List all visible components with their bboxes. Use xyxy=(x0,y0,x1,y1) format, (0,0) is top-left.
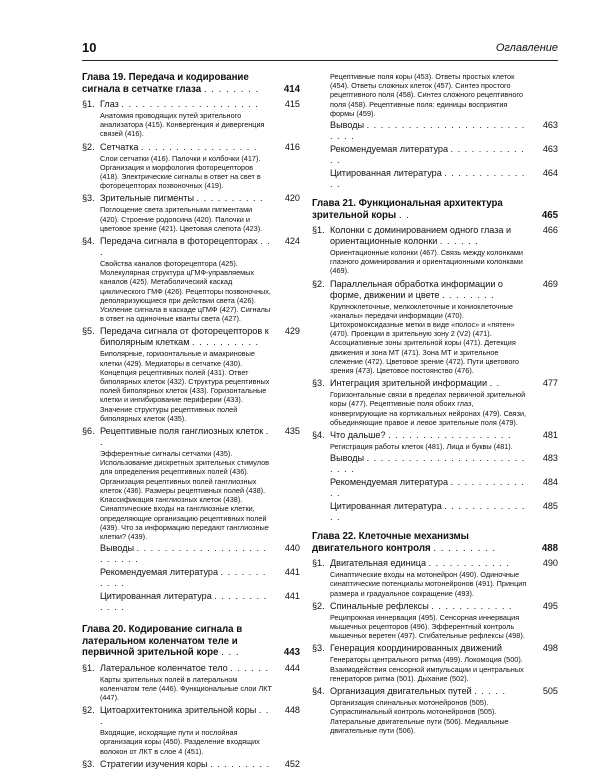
section-number: §5. xyxy=(82,326,95,337)
leader-dots: . . . . . xyxy=(474,686,507,697)
section-title: Двигательная единица xyxy=(330,558,427,569)
section-page: 505 xyxy=(542,686,558,697)
chapter-19-heading[interactable] xyxy=(82,72,300,95)
leader-dots: . . . . . . . . . . . . xyxy=(428,558,510,569)
chapter-page: 443 xyxy=(283,647,300,659)
section-topics: Реципрокная иннервация (495). Сенсорная иннервация мышечных рецепторов (496). Эфферентный контроль мышечных веретен (497). Сгибательные рефлексы (498). xyxy=(330,612,525,641)
section-title: Зрительные пигменты xyxy=(100,193,194,204)
leader-dots: . . . . . . . . . . . . . . . . . . . . . . . . . . . xyxy=(330,453,526,475)
section-number: §4. xyxy=(82,236,95,247)
toc-section[interactable] xyxy=(312,378,558,427)
section-number: §3. xyxy=(312,643,325,654)
entry-page: 440 xyxy=(284,543,300,554)
leader-dots: . . . . . . . . . . . . xyxy=(100,591,268,613)
toc-section[interactable] xyxy=(312,558,558,598)
section-title: Стратегии изучения коры xyxy=(100,758,208,769)
leader-dots: . . . . . . . . . . . . xyxy=(431,600,513,611)
section-topics: Входящие, исходящие пути и послойная организация коры (450). Разделение входящих волокон от ЛКТ в слое 4 (451). xyxy=(100,728,260,756)
toc-misc-entry[interactable] xyxy=(82,591,300,613)
section-title: Организация двигательных путей xyxy=(330,686,472,697)
leader-dots: . . . xyxy=(221,647,240,659)
section-page: 498 xyxy=(542,643,558,654)
entry-label: Цитированная литература xyxy=(330,168,442,179)
entry-page: 441 xyxy=(284,567,300,578)
section-title: Интеграция зрительной информации xyxy=(330,378,488,389)
leader-dots: . . xyxy=(398,209,410,221)
section-number: §1. xyxy=(312,558,325,569)
section-number: §3. xyxy=(312,378,325,389)
section-number: §3. xyxy=(82,193,95,204)
chapter-21-heading[interactable] xyxy=(312,198,558,221)
section-number: §1. xyxy=(82,662,95,673)
leader-dots: . . . . . . . . . . . . . . . . . . . . xyxy=(121,99,259,109)
section-page: 424 xyxy=(284,236,300,247)
leader-dots: . . . . . . . . . . . . . . xyxy=(330,168,526,190)
leader-dots: . . . . . . . . . . xyxy=(192,337,260,348)
chapter-page: 488 xyxy=(541,542,558,554)
continued-section-topics: Рецептивные поля коры (453). Ответы простых клеток (454). Ответы сложных клеток (457). Синтез простого рецептивного поля (458). Синтез сложного рецептивного поля (458). Рецептивные поля: единицы восприятия формы (459). xyxy=(330,72,523,118)
section-page: 416 xyxy=(284,141,300,152)
section-topics: Организация спинальных мотонейронов (505). Супраспинальный контроль мотонейронов (505). Латеральные двигательные пути (506). Медиальные двигательные пути (506). xyxy=(330,698,509,735)
leader-dots: . . . . . . . . xyxy=(441,289,495,300)
toc-section[interactable] xyxy=(82,236,300,323)
section-topics: Свойства каналов фоторецептора (425). Молекулярная структура цГМФ-управляемых каналов (425). Метаболический каскад циклического ГМФ (426). Рецепторы позвоночных, деполяризующиеся при действии света (426). Усиление сигнала в каскаде цГМФ (427). Сигналы в ответ на одиночные кванты света (427). xyxy=(100,259,271,324)
section-page: 435 xyxy=(284,426,300,437)
entry-label: Цитированная литература xyxy=(330,501,442,512)
toc-misc-entry[interactable] xyxy=(82,543,300,565)
entry-page: 483 xyxy=(542,453,558,464)
chapter-page: 465 xyxy=(541,209,558,221)
leader-dots: . . . . . . . . . xyxy=(433,542,497,554)
section-page: 466 xyxy=(542,225,558,236)
leader-dots: . . xyxy=(100,426,270,448)
entry-page: 484 xyxy=(542,477,558,488)
toc-misc-entry[interactable] xyxy=(82,567,300,589)
section-title: Спинальные рефлексы xyxy=(330,600,429,611)
section-topics: Биполярные, горизонтальные и амакриновые клетки (429). Медиаторы в сетчатке (430). Концепция рецептивных полей (431). Ответ биполярных клеток (432). Структура рецептивных полей биполярных клеток (433). Горизонтальные клетки и ингибирование периферии (433). Значение структуры рецептивных полей биполярных клеток (435). xyxy=(100,349,270,423)
leader-dots: . . . . . . . . . xyxy=(210,758,271,769)
spacer xyxy=(312,523,558,531)
section-page: 490 xyxy=(542,558,558,569)
entry-label: Рекомендуемая литература xyxy=(330,477,449,488)
section-number: §2. xyxy=(312,600,325,611)
toc-section[interactable] xyxy=(312,601,558,641)
chapter-title: Глава 20. Кодирование сигнала в латеральном коленчатом теле и первичной зрительной коре xyxy=(82,624,243,659)
toc-section[interactable] xyxy=(82,142,300,191)
entry-page: 464 xyxy=(542,168,558,179)
toc-section[interactable] xyxy=(82,759,300,770)
leader-dots: . . . . . . . . . . . . . xyxy=(330,144,525,166)
section-topics: Регистрация работы клеток (481). Лица и буквы (481). xyxy=(330,442,513,452)
toc-section[interactable] xyxy=(82,663,300,703)
section-number: §4. xyxy=(312,686,325,697)
section-title: Передача сигнала в фоторецепторах xyxy=(100,236,258,247)
section-title: Что дальше? xyxy=(330,430,386,441)
leader-dots: . . . . . . . . . . . xyxy=(100,567,267,589)
chapter-page: 414 xyxy=(283,83,300,95)
section-topics: Генераторы центрального ритма (499). Локомоция (500). Взаимодействия сенсорной импульсации и центральных генераторов ритма (501). Дыхание (502). xyxy=(330,655,524,683)
section-title: Глаз xyxy=(100,99,119,109)
section-topics: Ориентационные колонки (467). Связь между колонками глазного доминирования и ориентационными колонками (469). xyxy=(330,248,524,276)
section-title: Колонки с доминированием одного глаза и ориентационные колонки xyxy=(330,225,512,247)
section-page: 469 xyxy=(542,278,558,289)
toc-section[interactable] xyxy=(312,686,558,735)
toc-misc-entry[interactable] xyxy=(312,501,558,523)
section-page: 420 xyxy=(284,193,300,204)
toc-section[interactable] xyxy=(82,326,300,423)
right-column xyxy=(312,72,558,735)
section-topics: Эфферентные сигналы сетчатки (435). Использование дискретных зрительных стимулов для определения рецептивных полей (436). Организация рецептивных полей ганглиозных клеток (436). Размеры рецептивных полей (438). Классификация ганглиозных клеток (438). Синаптические входы на ганглиозные клетки, определяющие организацию рецептивных полей (439). Что за информацию передают ганглиозные клетки? (439). xyxy=(100,449,270,541)
section-topics: Поглощение света зрительными пигментами (420). Строение родопсина (420). Палочки и цветовое зрение (421). Цветовая слепота (423). xyxy=(100,205,263,233)
entry-label: Рекомендуемая литература xyxy=(100,567,219,578)
leader-dots: . . . . . . xyxy=(439,236,479,247)
entry-label: Рекомендуемая литература xyxy=(330,144,449,155)
leader-dots: . . xyxy=(489,378,501,389)
section-title: Латеральное коленчатое тело xyxy=(100,662,228,673)
section-page: 452 xyxy=(284,758,300,769)
toc-misc-entry[interactable] xyxy=(312,453,558,475)
chapter-title: Глава 22. Клеточные механизмы двигательного контроля xyxy=(312,531,469,554)
section-page: 477 xyxy=(542,378,558,389)
leader-dots: . . . xyxy=(100,236,271,258)
chapter-title: Глава 19. Передача и кодирование сигнала в сетчатке глаза xyxy=(82,72,249,95)
running-title: Оглавление xyxy=(495,42,558,54)
chapter-title: Глава 21. Функциональная архитектура зрительной коры xyxy=(312,198,503,221)
entry-label: Выводы xyxy=(100,543,135,554)
toc-section[interactable] xyxy=(312,643,558,683)
toc-section[interactable] xyxy=(82,193,300,233)
toc-misc-entry[interactable] xyxy=(312,144,558,166)
leader-dots: . . . . . . . . . . xyxy=(196,193,264,204)
section-title: Передача сигнала от фоторецепторов к биполярным клеткам xyxy=(100,326,269,348)
leader-dots: . . . . . . . . . . . . . xyxy=(330,477,525,499)
section-page: 415 xyxy=(284,99,300,109)
leader-dots: . . . . . . . . . . . . . . . . . . . . . . . . . . . xyxy=(330,120,526,142)
section-title: Генерация координированных движений xyxy=(330,643,502,654)
left-column xyxy=(82,72,300,770)
section-page: 444 xyxy=(284,662,300,673)
toc-section[interactable] xyxy=(82,99,300,139)
section-page: 495 xyxy=(542,600,558,611)
section-title: Сетчатка xyxy=(100,141,139,152)
entry-page: 441 xyxy=(284,591,300,602)
chapter-22-heading[interactable] xyxy=(312,531,558,554)
section-number: §6. xyxy=(82,426,95,437)
chapter-20-heading[interactable] xyxy=(82,624,300,659)
section-title: Параллельная обработка информации о форме, движении и цвете xyxy=(330,278,503,300)
section-title: Рецептивные поля ганглиозных клеток xyxy=(100,426,264,437)
section-number: §2. xyxy=(82,141,95,152)
entry-page: 463 xyxy=(542,120,558,131)
toc-misc-entry[interactable] xyxy=(312,168,558,190)
leader-dots: . . . . . . . . . . . . . . . . . xyxy=(141,141,258,152)
entry-page: 463 xyxy=(542,144,558,155)
section-number: §2. xyxy=(312,278,325,289)
toc-section[interactable] xyxy=(312,225,558,276)
spacer xyxy=(312,190,558,198)
section-topics: Горизонтальные связи в пределах первичной зрительной коры (477). Рецептивные поля обоих глаз, конвергирующие на кортикальных нейронах (479). Связи, объединяющие правое и левое зрительные поля (479). xyxy=(330,390,527,427)
entry-label: Выводы xyxy=(330,453,365,464)
header-rule xyxy=(82,60,558,61)
leader-dots: . . . . . . xyxy=(230,662,270,673)
toc-section[interactable] xyxy=(312,430,558,451)
leader-dots: . . . . . . . . xyxy=(203,83,260,95)
entry-label: Цитированная литература xyxy=(100,591,212,602)
page-number: 10 xyxy=(82,40,97,55)
section-number: §1. xyxy=(82,99,95,109)
section-page: 429 xyxy=(284,326,300,337)
page-header xyxy=(82,40,558,60)
entry-label: Выводы xyxy=(330,120,365,131)
section-number: §4. xyxy=(312,430,325,441)
section-page: 448 xyxy=(284,705,300,716)
leader-dots: . . . . . . . . . . . . . . . . . . xyxy=(388,430,512,441)
section-topics: Слои сетчатки (416). Палочки и колбочки (417). Организация и морфология фоторецепторов (418). Электрические сигналы в ответ на свет в фоторецепторах позвоночных (419). xyxy=(100,153,261,191)
entry-page: 485 xyxy=(542,501,558,512)
section-number: §3. xyxy=(82,758,95,769)
toc-section[interactable] xyxy=(82,705,300,756)
toc-section[interactable] xyxy=(82,426,300,541)
toc-misc-entry[interactable] xyxy=(312,120,558,142)
toc-misc-entry[interactable] xyxy=(312,477,558,499)
section-topics: Синаптические входы на мотонейрон (490). Одиночные синаптические потенциалы мотонейронов (491). Принцип размера и градуальное сокращение (493). xyxy=(330,570,527,598)
section-number: §1. xyxy=(312,225,325,236)
leader-dots: . . . . . . . . . . . . . . xyxy=(330,501,526,523)
section-topics: Анатомия проводящих путей зрительного анализатора (415). Конвергенция и дивергенция связей (416). xyxy=(100,111,265,139)
section-page: 481 xyxy=(542,430,558,441)
section-topics: Крупноклеточные, мелкоклеточные и кониоклеточные «каналы» передачи информации (470). Цитохромоксидазные метки в виде «полос» и «пятен» (470). Проекции в зрительную зону 2 (V2) (471). Ассоциативные зоны зрительной коры (471). Детекция движения и зона МТ (471). Зона МТ и зрительное слежение (472). Цветовое зрение (472). Пути цветового зрения (473). Цветовое постоянство (476). xyxy=(330,301,519,376)
section-topics: Карты зрительных полей в латеральном коленчатом теле (446). Функциональные слои ЛКТ (447). xyxy=(100,674,272,703)
spacer xyxy=(82,613,300,624)
toc-section[interactable] xyxy=(312,279,558,376)
leader-dots: . . . . . . . . . . . . . . . . . . . . . . . . . xyxy=(100,543,268,565)
section-title: Цитоархитектоника зрительной коры xyxy=(100,705,257,716)
section-number: §2. xyxy=(82,705,95,716)
leader-dots: . . . xyxy=(100,705,270,727)
